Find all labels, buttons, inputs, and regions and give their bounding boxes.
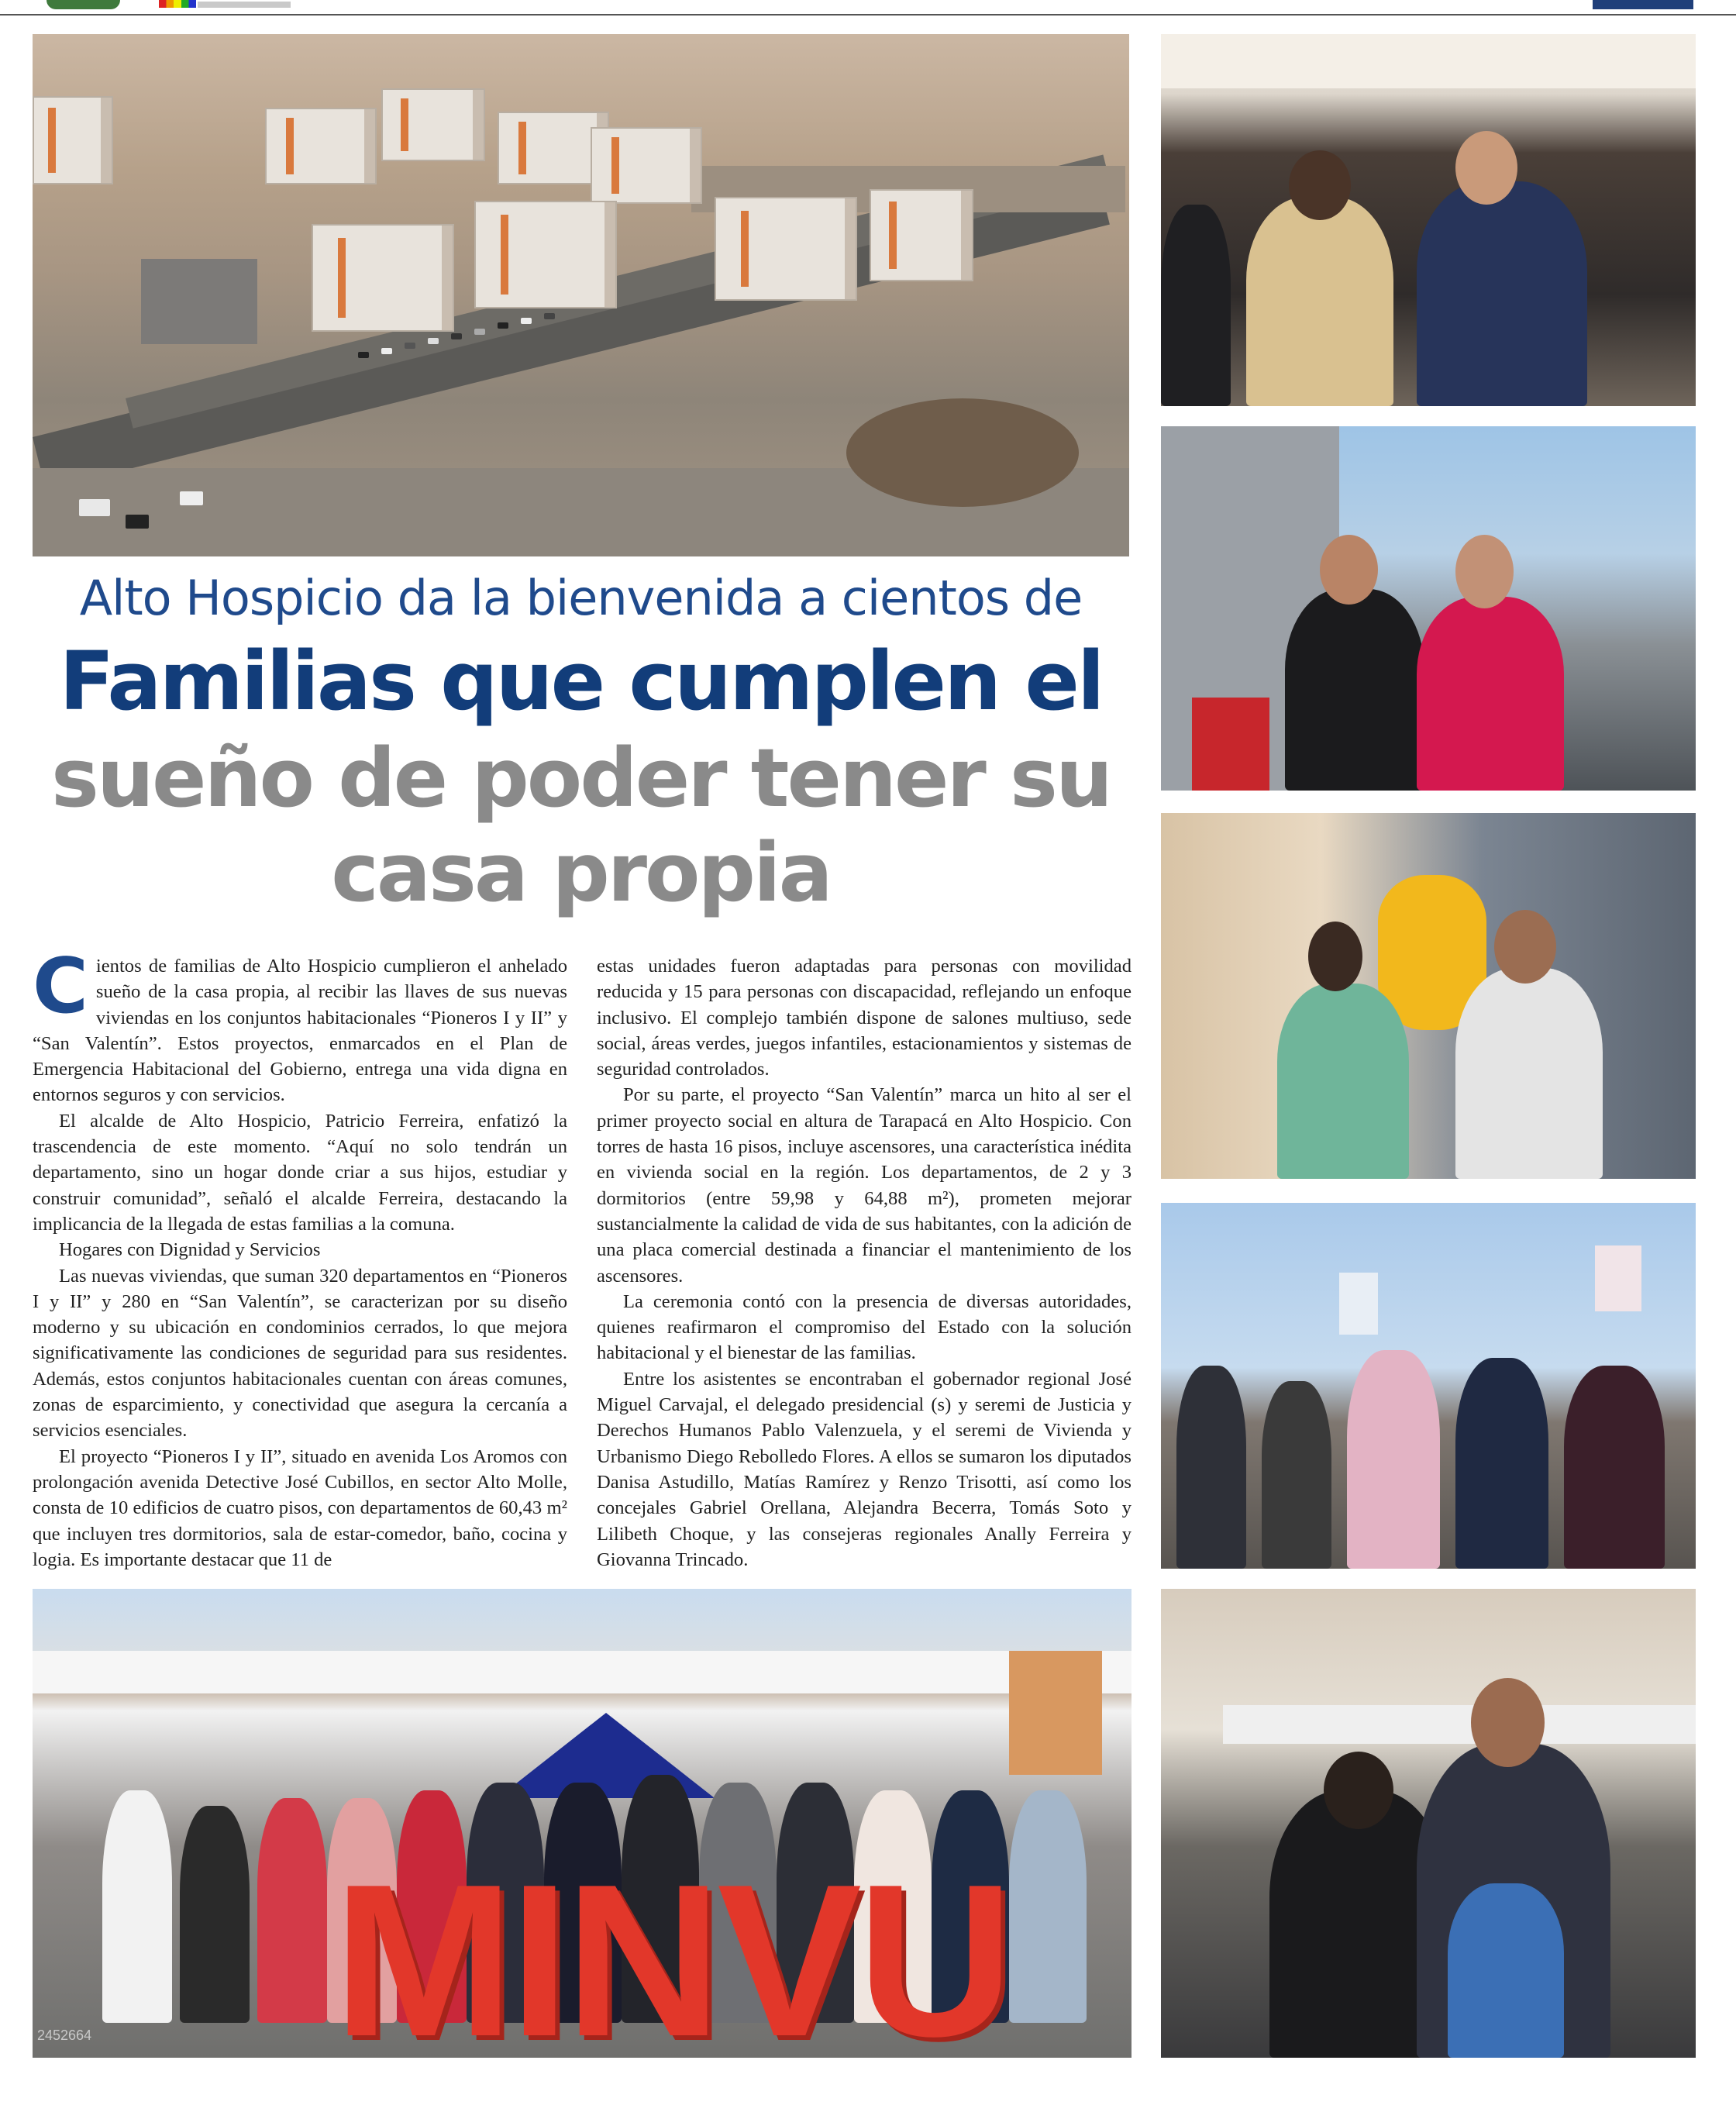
- sign-letter: V: [717, 1840, 858, 2082]
- aerial-photo-housing-complex: [33, 34, 1129, 556]
- sign-letter: U: [857, 1840, 1010, 2082]
- article-paragraph: El alcalde de Alto Hospicio, Patricio Ferreira, enfatizó la trascendencia de este momento. “Aquí no solo tendrán un departamento, sino un hogar donde criar a sus hijos, estudiar y construir comunidad”, señaló el alcalde Ferreira, destacando la implicancia de la llegada de estas familias a la comuna.: [33, 1110, 567, 1235]
- photo-celebrating-families: [1161, 1203, 1696, 1569]
- headline-main: Familias que cumplen el: [59, 634, 1103, 729]
- photo-family-playground: [1161, 813, 1696, 1179]
- drop-cap: C: [33, 942, 88, 1031]
- photo-handshake-crowd: [1161, 34, 1696, 406]
- article-paragraph: La ceremonia contó con la presencia de diversas autoridades, quienes reafirmaron el compromiso del Estado con la solución habitacional y el bienestar de las familias.: [597, 1290, 1132, 1364]
- minvu-sign: [333, 1840, 1093, 2082]
- article-paragraph: estas unidades fueron adaptadas para personas con movilidad reducida y 15 para personas con discapacidad, reflejando un enfoque inclusivo. El complejo también dispone de salones multiuso, sede social, áreas verdes, juegos infantiles, estacionamientos y sistemas de seguridad controlados.: [597, 956, 1132, 1080]
- municipal-seal-logo: [46, 0, 120, 9]
- regional-flag-logo: [159, 0, 196, 8]
- article-column-2: [597, 953, 1132, 1573]
- article-subheading: Hogares con Dignidad y Servicios: [59, 1239, 321, 1261]
- photo-couple-with-keys: [1161, 426, 1696, 791]
- sponsor-logo: [198, 2, 291, 8]
- sign-letter: M: [333, 1840, 510, 2082]
- article-paragraph: Las nuevas viviendas, que suman 320 departamentos en “Pioneros I y II” y 280 en “San Valentín”, se caracterizan por su diseño moderno y su ubicación en condominios cerrados, lo que mejora significativamente las condiciones de seguridad para sus residentes. Además, estos conjuntos habitacionales cuentan con áreas comunes, zonas de esparcimiento, y conectividad que asegura la cercanía a servicios esenciales.: [33, 1265, 567, 1442]
- headline-continued: sueño de poder tener su: [51, 731, 1111, 825]
- section-tab: [1593, 0, 1693, 9]
- headline-end: casa propia: [331, 825, 831, 920]
- article-paragraph: Entre los asistentes se encontraban el gobernador regional José Miguel Carvajal, el delegado presidencial (s) y seremi de Justicia y Derechos Humanos Pablo Valenzuela, y el seremi de Vivienda y Urbanismo Diego Rebolledo Flores. A ellos se sumaron los diputados Danisa Astudillo, Matías Ramírez y Renzo Trisotti, así como los concejales Gabriel Orellana, Alejandra Becerra, Tomás Soto y Lilibeth Choque, y las consejeras regionales Anally Ferreira y Giovanna Trincado.: [597, 1368, 1132, 1570]
- article-column-1: [33, 942, 567, 1573]
- sign-letter: N: [565, 1840, 718, 2082]
- article-paragraph: Cientos de familias de Alto Hospicio cumplieron el anhelado sueño de la casa propia, al recibir las llaves de sus nuevas viviendas en los conjuntos habitacionales “Pioneros I y II” y “San Valentín”. Estos proyectos, enmarcados en el Plan de Emergencia Habitacional del Gobierno, entrega una vida digna en entornos seguros y con servicios.: [33, 942, 567, 1106]
- sign-letter: I: [509, 1840, 566, 2082]
- article-paragraph: Por su parte, el proyecto “San Valentín” marca un hito al ser el primer proyecto social en altura de Tarapacá en Alto Hospicio. Con torres de hasta 16 pisos, incluye ascensores, una característica inédita en vivienda social en la región. Los departamentos, de 2 y 3 dormitorios (entre 59,98 y 64,88 m²), prometen mejorar sustancialmente la calidad de vida de sus habitantes, con la adición de una placa comercial destinada a financiar el mantenimiento de los ascensores.: [597, 1084, 1132, 1287]
- headline-kicker: Alto Hospicio da la bienvenida a cientos de: [79, 570, 1083, 626]
- photo-family-embrace: [1161, 1589, 1696, 2058]
- article-paragraph: El proyecto “Pioneros I y II”, situado en avenida Los Aromos con prolongación avenida Detective José Cubillos, en sector Alto Molle, consta de 10 edificios de cuatro pisos, con departamentos de 60,43 m² que incluyen tres dormitorios, sala de estar-comedor, baño, cocina y logia. Es importante destacar que 11 de: [33, 1445, 567, 1570]
- photo-id-code: 2452664: [37, 2027, 92, 2043]
